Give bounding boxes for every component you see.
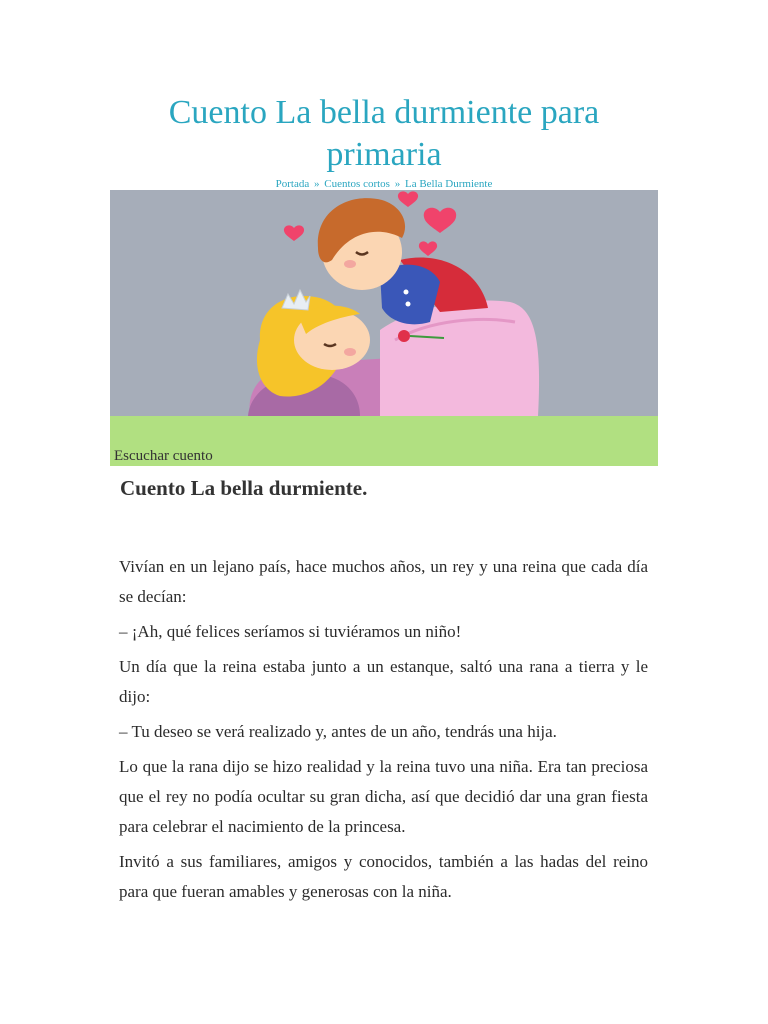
listen-story-label: Escuchar cuento	[114, 448, 213, 464]
prince-kissing-princess-illustration	[110, 190, 658, 416]
story-paragraph: Un día que la reina estaba junto a un estanque, saltó una rana a tierra y le dijo:	[119, 657, 648, 706]
audio-player[interactable]	[110, 416, 658, 466]
story-paragraph: Lo que la rana dijo se hizo realidad y la reina tuvo una niña. Era tan preciosa que el rey no podía ocultar su gran dicha, así que decidió dar una gran fiesta para celebrar el nacimiento de la princesa.	[119, 757, 648, 836]
story-paragraph: – Tu deseo se verá realizado y, antes de un año, tendrás una hija.	[119, 722, 557, 741]
breadcrumb-home-link[interactable]: Portada	[275, 178, 310, 190]
breadcrumb-separator: »	[394, 178, 401, 190]
breadcrumb-separator: »	[314, 178, 320, 190]
page-title: Cuento La bella durmiente para primaria	[168, 94, 600, 173]
breadcrumb-current-link[interactable]: La Bella Durmiente	[404, 178, 493, 190]
story-title: Cuento La bella durmiente.	[120, 476, 368, 500]
breadcrumb-category-link[interactable]: Cuentos cortos	[324, 178, 390, 190]
story-body	[119, 552, 648, 912]
story-paragraph: Vivían en un lejano país, hace muchos años, un rey y una reina que cada día se decían:	[119, 557, 648, 606]
story-paragraph: Invitó a sus familiares, amigos y conocidos, también a las hadas del reino para que fueran amables y generosas con la niña.	[119, 852, 648, 901]
hero-image	[110, 190, 658, 416]
breadcrumb	[110, 178, 658, 190]
story-paragraph: – ¡Ah, qué felices seríamos si tuviéramos un niño!	[119, 622, 462, 641]
